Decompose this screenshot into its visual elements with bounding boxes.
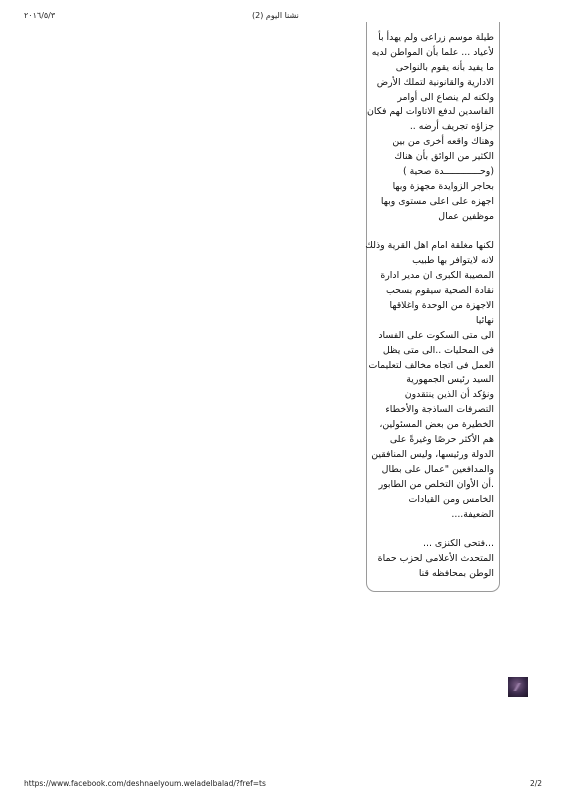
article-line: ما يفيد بأنه يقوم بالنواحى bbox=[395, 61, 494, 73]
article-line: الادارية والقانونية لتملك الأرض bbox=[376, 76, 494, 88]
article-line: نقادة الصحية سيقوم بسحب bbox=[385, 285, 494, 297]
article-line: ولكنه لم ينصاع الى أوامر bbox=[397, 91, 494, 103]
article-line: اجهزه على اعلى مستوى وبها bbox=[380, 195, 494, 207]
article-text bbox=[362, 31, 494, 582]
article-line: لكنها مغلقة امام اهل القرية وذلك bbox=[365, 240, 494, 252]
page-number: 2/2 bbox=[530, 779, 543, 788]
article-line: ونؤكد أن الذين ينتقدون bbox=[404, 389, 494, 401]
article-line: التصرفات الساذجة والأخطاء bbox=[385, 404, 494, 416]
print-date: ٢٠١٦/٥/٣ bbox=[24, 11, 56, 20]
article-line: الفاسدين لدفع الاتاوات لهم فكان bbox=[367, 106, 494, 118]
article-line: هم الأكثر حرصًا وغيرةً على bbox=[389, 434, 494, 446]
footer-url: https://www.facebook.com/deshnaelyoum.weladelbalad/?fref=ts bbox=[24, 779, 266, 788]
article-line: بحاجر الزوايدة مجهزة وبها bbox=[392, 180, 494, 192]
article-line: جزاؤه تجريف أرضه .. bbox=[409, 121, 494, 133]
article-line: وهناك واقعه أخرى من بين bbox=[392, 136, 494, 148]
page-title: نشنا اليوم (2) bbox=[252, 11, 299, 20]
article-line: والمدافعين "عمال على بطال bbox=[381, 463, 494, 475]
article-line: نهائيا bbox=[475, 314, 494, 326]
paragraph-gap bbox=[362, 225, 494, 240]
article-line: لانه لايتوافر بها طبيب bbox=[412, 255, 494, 267]
article-line: .أن الأوان التخلص من الطابور bbox=[378, 478, 494, 490]
article-line: الخطيرة من بعض المسئولين، bbox=[379, 419, 494, 431]
article-line: الدولة ورئيسها، وليس المنافقين bbox=[371, 448, 494, 460]
article-post-box bbox=[366, 22, 500, 592]
article-line: الى متى السكوت على الفساد bbox=[378, 329, 494, 341]
article-line: العمل فى اتجاه مخالف لتعليمات bbox=[368, 359, 494, 371]
article-line: موظفين عمال bbox=[438, 210, 494, 222]
signature-line: ...فتحى الكنزى ... bbox=[423, 538, 494, 550]
article-line: (وحـــــــــــــدة صحية ) bbox=[402, 166, 494, 178]
profile-thumbnail[interactable] bbox=[508, 677, 528, 697]
article-line: الخامس ومن القيادات bbox=[408, 493, 494, 505]
article-line: المصيبة الكبرى ان مدير ادارة bbox=[380, 270, 494, 282]
signature-line: المتحدث الأعلامى لحزب حماة bbox=[377, 553, 494, 565]
article-line: الضعيفة.... bbox=[451, 508, 494, 520]
article-line: فى المحليات ..الى متى يظل bbox=[382, 344, 494, 356]
article-line: الاجهزة من الوحدة واغلاقها bbox=[389, 300, 494, 312]
article-line: الكثير من الوائق بأن هناك bbox=[394, 151, 494, 163]
article-line: طيلة موسم زراعى ولم يهدأ بأ bbox=[378, 32, 494, 43]
paragraph-gap bbox=[362, 522, 494, 537]
article-line: لأعياد ... علما بأن المواطن لديه bbox=[371, 46, 494, 58]
signature-line: الوطن بمحافظه قنا bbox=[418, 568, 494, 580]
article-line: السيد رئيس الجمهورية bbox=[406, 374, 494, 386]
